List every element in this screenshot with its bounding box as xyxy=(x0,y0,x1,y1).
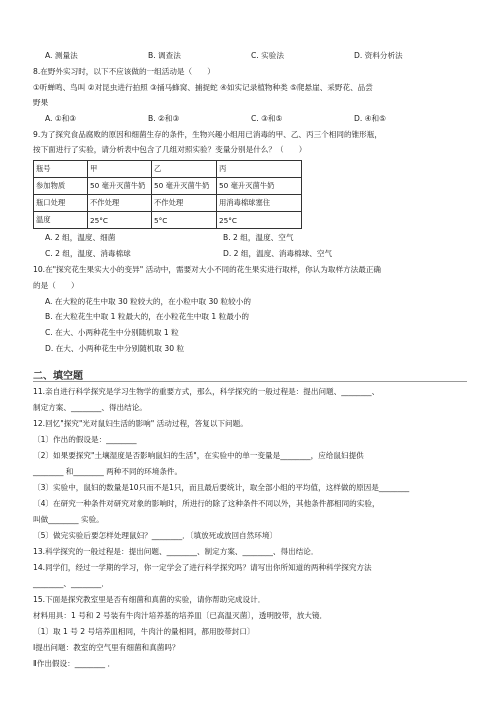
q9-options-row1 xyxy=(45,232,293,243)
q10-stem: 10.在"探究花生果实大小的变异" 活动中，需要对大小不同的花生果实进行取样，你认为取样方法最正确 xyxy=(33,265,382,274)
q12-stem: 12.回忆"探究"光对鼠妇生活的影响" 活动过程，答复以下问题。 xyxy=(33,419,248,428)
q9-stem-cont: 按下面进行了实验，请分析表中包含了几组对照实验？变量分别是什么？（ ） xyxy=(33,145,307,154)
table-cell: 50 毫升灭菌牛奶 xyxy=(217,178,302,195)
q12-part3: 〔3〕实验中，鼠妇的数量是10只而不是1只，而且最后要统计，取全部小组的平均值，这样做的原因是________ xyxy=(33,483,410,492)
table-cell: 甲 xyxy=(88,161,152,178)
q7-option-d: D. 资料分析法 xyxy=(354,51,403,60)
q10-option-c: C. 在大、小两种花生中分别随机取 1 粒 xyxy=(45,328,179,337)
section-title: 二、填空题 xyxy=(33,371,83,382)
q9-experiment-table xyxy=(33,160,302,229)
table-cell: 25°C xyxy=(88,212,152,229)
q9-option-c: C. 2 组，温度、消毒棉球 xyxy=(45,249,131,258)
table-cell: 5°C xyxy=(152,212,217,229)
q9-options-row2 xyxy=(45,248,332,259)
q12-part4: 〔4〕在研究一种条件对研究对象的影响时，所进行的除了这种条件不同以外，其他条件都相同的实验， xyxy=(33,499,380,508)
q15-question: Ⅰ提出问题：教室的空气里有细菌和真菌吗？ xyxy=(33,643,180,652)
q8-items-cont: 野果 xyxy=(33,98,49,107)
q7-option-b: B. 调查法 xyxy=(148,51,181,60)
table-row xyxy=(34,195,302,212)
q15-materials: 材料用具：1 号和 2 号装有牛肉汁培养基的培养皿〔已高温灭菌〕，透明胶带，放大镜． xyxy=(33,611,328,620)
q10-option-b: B. 在大粒花生中取 1 粒最大的，在小粒花生中取 1 粒最小的 xyxy=(45,312,250,321)
q9-option-b: B. 2 组，温度、空气 xyxy=(223,233,294,242)
q8-option-c: C. ③和⑤ xyxy=(251,114,283,123)
table-cell: 瓶号 xyxy=(34,161,88,178)
q8-option-b: B. ②和③ xyxy=(148,114,180,123)
q10-option-a: A. 在大粒的花生中取 30 粒较大的，在小粒中取 30 粒较小的 xyxy=(45,297,251,306)
q15-setup: 〔1〕取 1 号 2 号培养皿相同，牛肉汁的量相同，都用胶带封口〕 xyxy=(33,627,255,636)
q7-option-c: C. 实验法 xyxy=(251,51,284,60)
table-cell: 丙 xyxy=(217,161,302,178)
q10-option-d: D. 在大、小两种花生中分别随机取 30 粒 xyxy=(45,344,185,353)
table-cell: 参加物质 xyxy=(34,178,88,195)
q14-line: 14.同学们，经过一学期的学习，你一定学会了进行科学探究吗？请写出你所知道的两种科学探究方法 xyxy=(33,563,372,572)
section-divider xyxy=(33,381,467,382)
q12-part1: 〔1〕作出的假设是：________ xyxy=(33,435,137,444)
table-cell: 25°C xyxy=(217,212,302,229)
q13-line: 13.科学探究的一般过程是：提出问题、________、制定方案、________、得出结论． xyxy=(33,547,319,556)
q8-options xyxy=(45,113,386,124)
q12-part2-cont: ________ 和________ 两种不同的环境条件。 xyxy=(33,467,183,476)
table-cell: 50 毫升灭菌牛奶 xyxy=(88,178,152,195)
q14-line-cont: ________、________． xyxy=(33,579,109,588)
table-cell: 乙 xyxy=(152,161,217,178)
table-row xyxy=(34,178,302,195)
q7-option-a: A. 测量法 xyxy=(45,51,78,60)
q8-option-a: A. ①和③ xyxy=(45,114,77,123)
q11-line: 11.亲自进行科学探究是学习生物学的重要方式，那么，科学探究的一般过程是：提出问题、________、 xyxy=(33,387,380,396)
q8-items: ①听蝉鸣、鸟叫 ②对昆虫进行拍照 ③捅马蜂窝、捕捉蛇 ④如实记录植物种类 ⑤爬悬崖、采野花、品尝 xyxy=(33,83,373,92)
table-cell: 瓶口处理 xyxy=(34,195,88,212)
q12-part2: 〔2〕如果要探究"土壤湿度是否影响鼠妇的生活"，在实验中的单一变量是________，应给鼠妇提供 xyxy=(33,451,364,460)
table-cell: 不作处理 xyxy=(88,195,152,212)
q11-line-cont: 制定方案、________、得出结论。 xyxy=(33,403,147,412)
q7-options xyxy=(45,50,403,61)
q15-hypothesis: Ⅱ作出假设：________ ． xyxy=(33,659,116,668)
table-cell: 用消毒棉球塞住 xyxy=(217,195,302,212)
q8-option-d: D. ④和⑤ xyxy=(354,114,386,123)
q10-stem-cont: 的是（ ） xyxy=(33,281,79,290)
table-row xyxy=(34,212,302,229)
q9-option-d: D. 2 组，温度、消毒棉球、空气 xyxy=(223,249,333,258)
q8-stem: 8.在野外实习时，以下不应该做的一组活动是（ ） xyxy=(33,67,215,76)
q12-part4-cont: 叫做________ 实验。 xyxy=(33,515,104,524)
q15-stem: 15.下面是探究教室里是否有细菌和真菌的实验，请你帮助完成设计． xyxy=(33,595,266,604)
q9-stem: 9.为了探究食品腐败的原因和细菌生存的条件，生物兴趣小组用已消毒的甲、乙、丙三个相同的锥形瓶， xyxy=(33,130,382,139)
q9-option-a: A. 2 组，温度、细菌 xyxy=(45,233,116,242)
table-row xyxy=(34,161,302,178)
table-cell: 不作处理 xyxy=(152,195,217,212)
q12-part5: 〔5〕做完实验后要怎样处理鼠妇？________．〔填放死或放回自然环境〕 xyxy=(33,531,278,540)
table-cell: 50 毫升灭菌牛奶 xyxy=(152,178,217,195)
table-cell: 温度 xyxy=(34,212,88,229)
